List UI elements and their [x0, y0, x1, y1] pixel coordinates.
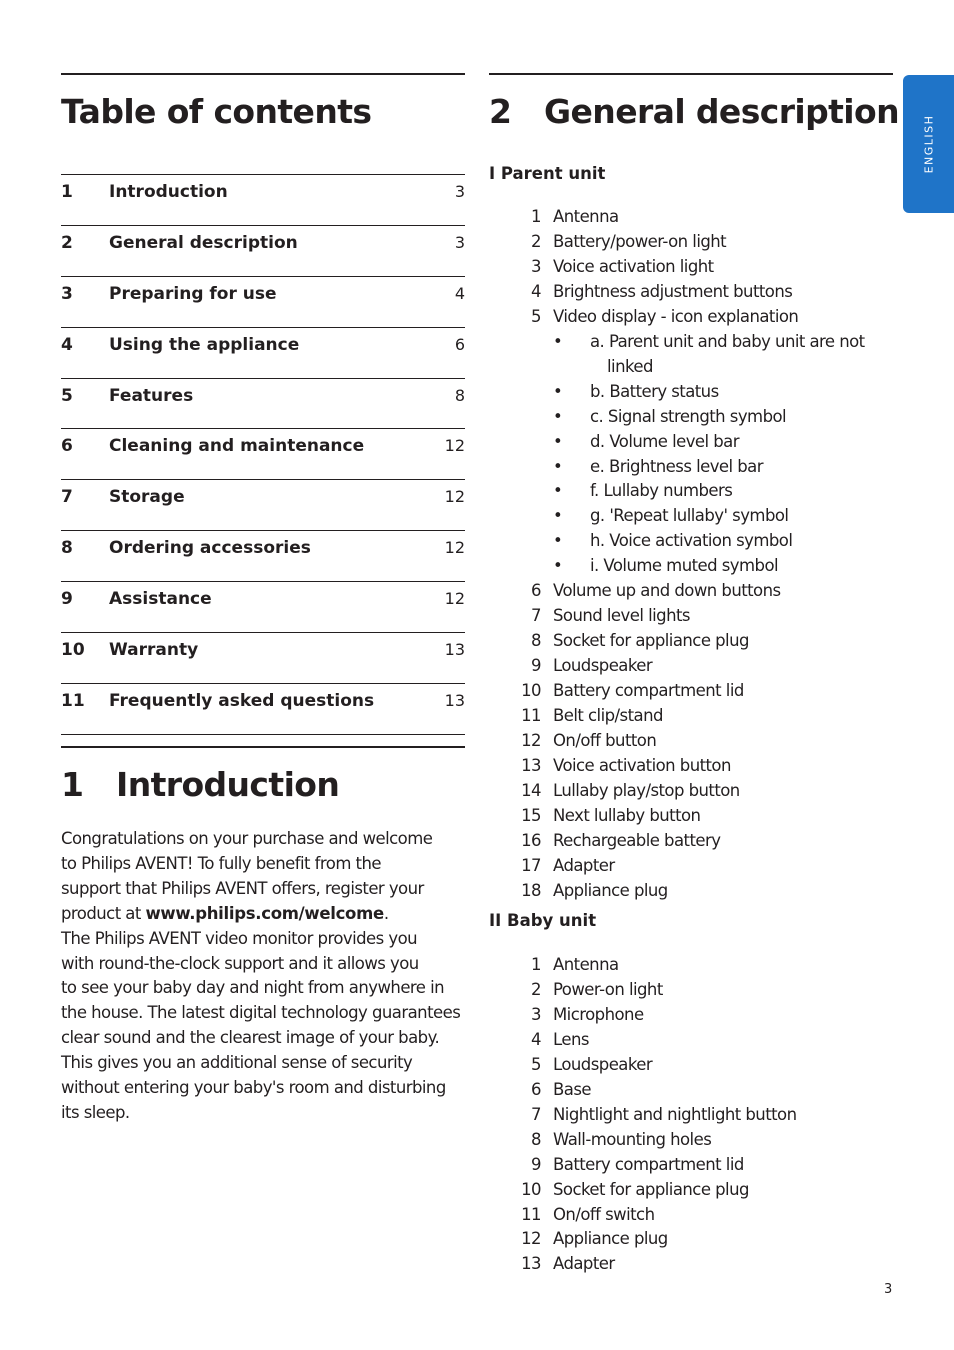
list-item-text: Lens	[553, 1029, 589, 1049]
toc-entry[interactable]	[61, 276, 465, 327]
toc-entry-number: 3	[61, 283, 73, 304]
list-item-text: h. Voice activation symbol	[590, 531, 793, 551]
list-item-number: 3	[531, 1004, 541, 1024]
bullet-icon: •	[553, 506, 563, 526]
list-item-text: Lullaby play/stop button	[553, 780, 740, 800]
list-item-text: Appliance plug	[553, 880, 668, 900]
list-item-number: 9	[531, 656, 541, 676]
list-item-number: 18	[521, 880, 541, 900]
list-item-text: Brightness adjustment buttons	[553, 281, 793, 301]
list-item-number: 9	[531, 1154, 541, 1174]
toc-entry-title: Frequently asked questions	[109, 690, 375, 711]
list-item-text: On/off button	[553, 731, 657, 751]
list-item-text: g. 'Repeat lullaby' symbol	[590, 506, 789, 526]
general-top-rule	[489, 73, 893, 75]
parent-unit-heading: I Parent unit	[489, 164, 606, 183]
list-item-text: Wall-mounting holes	[553, 1129, 712, 1149]
toc-entry-title: Warranty	[109, 640, 199, 661]
list-item	[489, 754, 889, 779]
toc-entry-page: 8	[454, 385, 465, 405]
toc-entry[interactable]	[61, 530, 465, 581]
list-item	[489, 1028, 889, 1053]
list-item-number: 10	[521, 1179, 541, 1199]
toc-entry-page: 12	[444, 589, 465, 609]
list-item	[489, 1203, 889, 1228]
toc-entry-number: 6	[61, 436, 73, 457]
list-item-number: 11	[521, 1204, 541, 1224]
list-item-number: 5	[531, 306, 541, 326]
list-item-text: Video display - icon explanation	[553, 306, 799, 326]
bullet-icon: •	[553, 481, 563, 501]
list-item-text: Antenna	[553, 955, 619, 974]
bullet-icon: •	[553, 531, 563, 551]
list-subitem	[489, 380, 889, 405]
toc-entry-page: 13	[444, 640, 465, 660]
list-subitem	[489, 330, 889, 380]
list-item	[489, 879, 889, 904]
list-item-text: i. Volume muted symbol	[590, 556, 779, 576]
list-item-number: 2	[531, 979, 541, 999]
language-tab[interactable]	[903, 75, 954, 213]
list-item-text: Voice activation light	[553, 256, 714, 276]
toc-entry-title: Storage	[109, 487, 185, 508]
list-item	[489, 1078, 889, 1103]
list-item	[489, 854, 889, 879]
intro-top-rule	[61, 746, 465, 748]
list-item-number: 12	[521, 1229, 541, 1249]
list-item-number: 13	[521, 755, 541, 775]
bullet-icon: •	[553, 556, 563, 576]
list-item	[489, 729, 889, 754]
bullet-icon: •	[553, 431, 563, 451]
list-item	[489, 1153, 889, 1178]
list-item-text: f. Lullaby numbers	[590, 481, 733, 501]
list-subitem	[489, 529, 889, 554]
list-item-text: On/off switch	[553, 1204, 655, 1224]
bullet-icon: •	[553, 331, 563, 351]
list-subitem	[489, 455, 889, 480]
list-item-text: d. Volume level bar	[590, 431, 739, 451]
welcome-link[interactable]: www.philips.com/welcome	[145, 903, 384, 923]
list-item-number: 6	[531, 1079, 541, 1099]
toc-entry-page: 12	[444, 487, 465, 507]
list-item	[489, 654, 889, 679]
list-item-text: Loudspeaker	[553, 656, 653, 676]
toc-entry-page: 12	[444, 538, 465, 558]
list-item-number: 8	[531, 1129, 541, 1149]
list-item-number: 16	[521, 830, 541, 850]
intro-paragraph	[61, 827, 465, 1126]
list-item-text: Battery compartment lid	[553, 681, 744, 701]
list-item-text: Rechargeable battery	[553, 830, 721, 850]
list-item-text: Sound level lights	[553, 606, 690, 626]
toc-entry[interactable]	[61, 632, 465, 683]
list-item-number: 13	[521, 1254, 541, 1274]
toc-entry-page: 3	[454, 182, 465, 201]
baby-unit-list	[489, 953, 889, 1277]
list-item-text: c. Signal strength symbol	[590, 406, 787, 426]
list-subitem	[489, 554, 889, 579]
list-item	[489, 255, 889, 280]
list-item-number: 11	[521, 706, 541, 726]
list-item-text: Volume up and down buttons	[553, 581, 781, 601]
list-item-text: Antenna	[553, 207, 619, 226]
list-item	[489, 978, 889, 1003]
toc-entry-title: Ordering accessories	[109, 538, 311, 559]
list-item	[489, 1178, 889, 1203]
toc-entry-number: 10	[61, 640, 85, 661]
list-subitem	[489, 430, 889, 455]
list-item-text: Battery compartment lid	[553, 1154, 744, 1174]
list-item-number: 5	[531, 1054, 541, 1074]
list-item	[489, 629, 889, 654]
toc-entry-title: Introduction	[109, 182, 228, 202]
bullet-icon: •	[553, 406, 563, 426]
list-item	[489, 305, 889, 330]
general-heading: 2 General description	[489, 92, 899, 131]
toc-heading: Table of contents	[61, 92, 372, 131]
list-item	[489, 205, 889, 230]
baby-unit-heading: II Baby unit	[489, 911, 597, 930]
toc-entry-title: Cleaning and maintenance	[109, 436, 365, 457]
toc-entry-number: 8	[61, 538, 73, 559]
toc-entry[interactable]	[61, 378, 465, 429]
list-item-text: Loudspeaker	[553, 1054, 653, 1074]
list-item	[489, 1252, 889, 1277]
list-item-text: Base	[553, 1079, 591, 1099]
toc-entry-number: 9	[61, 589, 73, 610]
list-item-text: Socket for appliance plug	[553, 631, 749, 651]
toc-entry-page: 12	[444, 436, 465, 456]
table-of-contents	[61, 174, 465, 735]
list-item-number: 3	[531, 256, 541, 276]
list-item-number: 12	[521, 731, 541, 751]
list-item	[489, 1227, 889, 1252]
toc-entry-title: Assistance	[109, 589, 212, 610]
list-item-text: e. Brightness level bar	[590, 456, 763, 476]
intro-text-after: . The Philips AVENT video monitor provides you with round-the-clock support and it allows you to see your baby day and night from anywhere in the house. The latest digital technology guarantees clear sound and the clearest image of your baby. This gives you an additional sense of security without entering your baby's room and disturbing its sleep.	[61, 903, 461, 1122]
toc-entry[interactable]	[61, 683, 465, 735]
toc-entry-number: 7	[61, 487, 73, 508]
list-item-text: Socket for appliance plug	[553, 1179, 749, 1199]
toc-entry[interactable]	[61, 479, 465, 530]
list-item-text: Microphone	[553, 1004, 644, 1024]
toc-entry[interactable]	[61, 581, 465, 632]
list-item-text: Power-on light	[553, 979, 663, 999]
list-item-text: Belt clip/stand	[553, 706, 663, 726]
list-item-text: Battery/power-on light	[553, 231, 727, 251]
list-item-number: 4	[531, 1029, 541, 1049]
toc-entry-title: Using the appliance	[109, 334, 300, 355]
list-item-number: 17	[521, 855, 541, 875]
list-item	[489, 804, 889, 829]
list-item	[489, 779, 889, 804]
list-item	[489, 704, 889, 729]
list-item	[489, 953, 889, 978]
list-item-number: 14	[521, 780, 541, 800]
toc-entry-number: 5	[61, 385, 73, 406]
toc-entry[interactable]	[61, 225, 465, 276]
toc-entry-title: General description	[109, 232, 298, 253]
list-item-text: Voice activation button	[553, 755, 731, 775]
list-item	[489, 280, 889, 305]
language-tab-label: ENGLISH	[922, 114, 935, 174]
parent-unit-list	[489, 205, 889, 904]
toc-top-rule	[61, 73, 465, 75]
toc-entry-title: Features	[109, 385, 194, 406]
toc-entry[interactable]	[61, 174, 465, 225]
toc-entry-page: 6	[454, 334, 465, 354]
list-item-text: b. Battery status	[590, 381, 719, 401]
list-item-number: 15	[521, 805, 541, 825]
list-item-text: Appliance plug	[553, 1229, 668, 1249]
list-item-number: 7	[531, 606, 541, 626]
list-item	[489, 230, 889, 255]
toc-entry-number: 1	[61, 182, 73, 202]
list-item-number: 1	[531, 955, 541, 974]
toc-entry-title: Preparing for use	[109, 283, 277, 304]
page-number: 3	[884, 1282, 893, 1297]
toc-entry-number: 2	[61, 232, 73, 253]
list-item-text: Next lullaby button	[553, 805, 701, 825]
list-item	[489, 679, 889, 704]
list-subitem	[489, 405, 889, 430]
list-item-text: Adapter	[553, 1254, 615, 1274]
list-item	[489, 829, 889, 854]
list-item-text: Adapter	[553, 855, 615, 875]
toc-entry-page: 13	[444, 690, 465, 710]
list-item	[489, 1053, 889, 1078]
list-subitem	[489, 504, 889, 529]
list-item-number: 4	[531, 281, 541, 301]
toc-entry-number: 4	[61, 334, 73, 355]
toc-entry-page: 4	[454, 283, 465, 303]
list-subitem	[489, 479, 889, 504]
toc-entry-page: 3	[454, 232, 465, 252]
toc-entry-number: 11	[61, 690, 85, 711]
list-item-number: 6	[531, 581, 541, 601]
list-item	[489, 1103, 889, 1128]
intro-heading: 1 Introduction	[61, 765, 340, 804]
list-item-text: Nightlight and nightlight button	[553, 1104, 797, 1124]
list-item	[489, 1128, 889, 1153]
list-item	[489, 604, 889, 629]
intro-text-before: Congratulations on your purchase and welcome to Philips AVENT! To fully benefit from the support that Philips AVENT offers, register your product at	[61, 829, 433, 923]
list-item-text: a. Parent unit and baby unit are not linked	[590, 331, 865, 376]
toc-entry[interactable]	[61, 428, 465, 479]
bullet-icon: •	[553, 456, 563, 476]
list-item-number: 10	[521, 681, 541, 701]
list-item-number: 2	[531, 231, 541, 251]
list-item-number: 8	[531, 631, 541, 651]
list-item-number: 7	[531, 1104, 541, 1124]
toc-entry[interactable]	[61, 327, 465, 378]
list-item	[489, 1003, 889, 1028]
list-item	[489, 579, 889, 604]
bullet-icon: •	[553, 381, 563, 401]
list-item-number: 1	[531, 207, 541, 226]
